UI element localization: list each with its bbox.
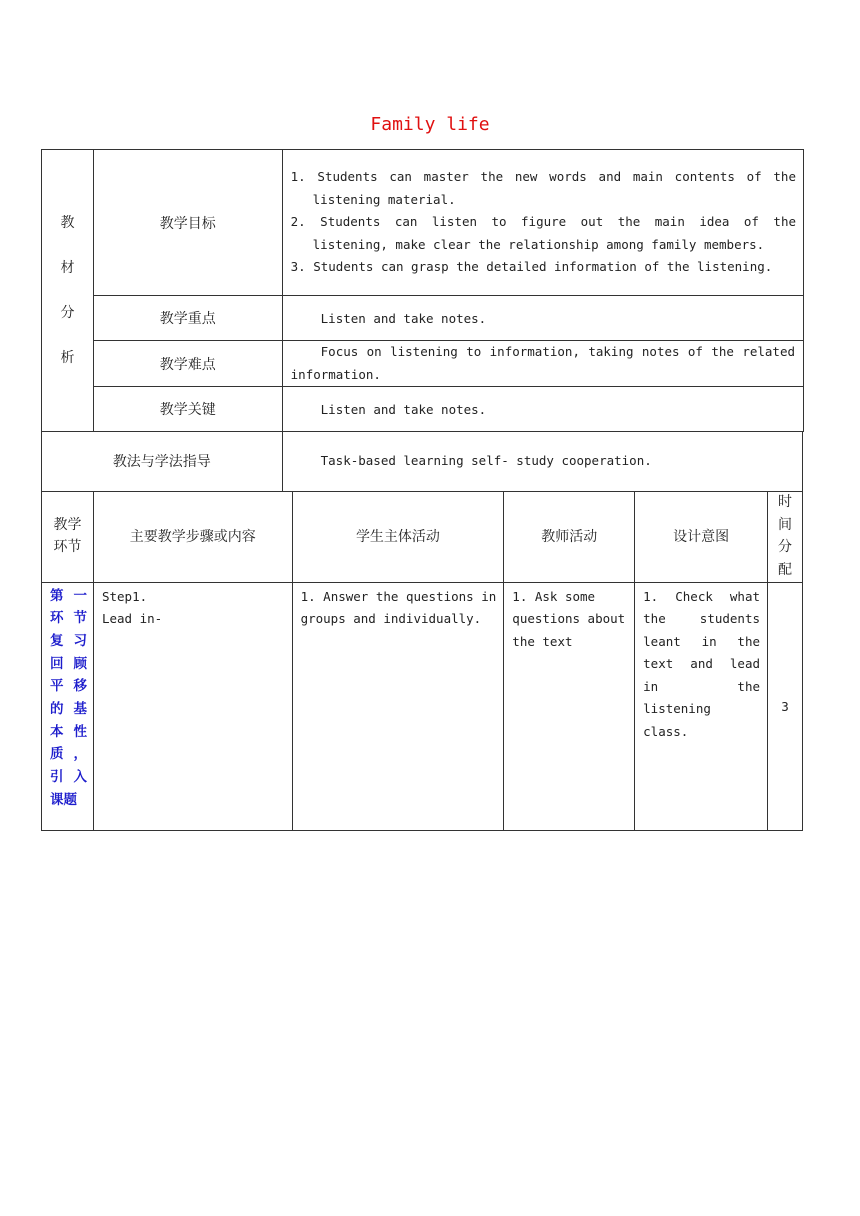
teaching-goals-label: 教学目标 [93,150,282,296]
key-link-text: Listen and take notes. [282,387,803,432]
design-intent-cell: 1. Check what the students leant in the text and lead in the listening class. [635,582,768,830]
header-teacher-activity: 教师活动 [504,491,635,582]
time-char: 间 [778,516,792,533]
header-design-intent: 设计意图 [635,491,768,582]
key-points-text: Listen and take notes. [282,296,803,341]
header-steps: 主要教学步骤或内容 [93,491,292,582]
key-link-label: 教学关键 [93,387,282,432]
step-line: Lead in- [101,611,163,627]
teaching-goals-cell [282,150,803,296]
teaching-process-table [41,491,803,831]
steps-cell [93,582,292,830]
student-activity-cell: 1. Answer the questions in groups and individually. [292,582,504,830]
method-text: Task-based learning self- study cooperation. [282,431,802,491]
stage-cell: 第一环节复习回顾平移的基本性质，引入课题 [42,582,94,830]
goal-item: 1. Students can master the new words and main contents of the listening material. [290,169,796,207]
group-char: 教 [60,214,75,231]
goal-item: 2. Students can listen to figure out the main idea of the listening, make clear the relationship among family members. [290,214,796,252]
time-char: 配 [778,561,792,578]
document-title: Family life [370,114,490,135]
teacher-activity-cell: 1. Ask some questions about the text [504,582,635,830]
group-char: 材 [60,259,75,276]
key-points-label: 教学重点 [93,296,282,341]
header-stage-text: 教学环节 [53,516,82,556]
difficult-points-text: Focus on listening to information, taking notes of the related information. [282,341,803,387]
difficult-points-label: 教学难点 [93,341,282,387]
time-char: 分 [778,539,792,556]
group-char: 析 [60,349,75,366]
material-analysis-group-label [42,150,94,432]
goal-item: 3. Students can grasp the detailed information of the listening. [290,259,773,275]
header-student-activity: 学生主体活动 [292,491,504,582]
step-line: Step1. [101,588,148,604]
method-label: 教法与学法指导 [42,431,283,491]
time-char: 时 [778,494,792,511]
header-stage [42,491,94,582]
time-cell: 3 [768,582,803,830]
material-analysis-table [41,149,804,432]
group-char: 分 [60,304,75,321]
header-time [768,491,803,582]
method-table [41,431,803,492]
